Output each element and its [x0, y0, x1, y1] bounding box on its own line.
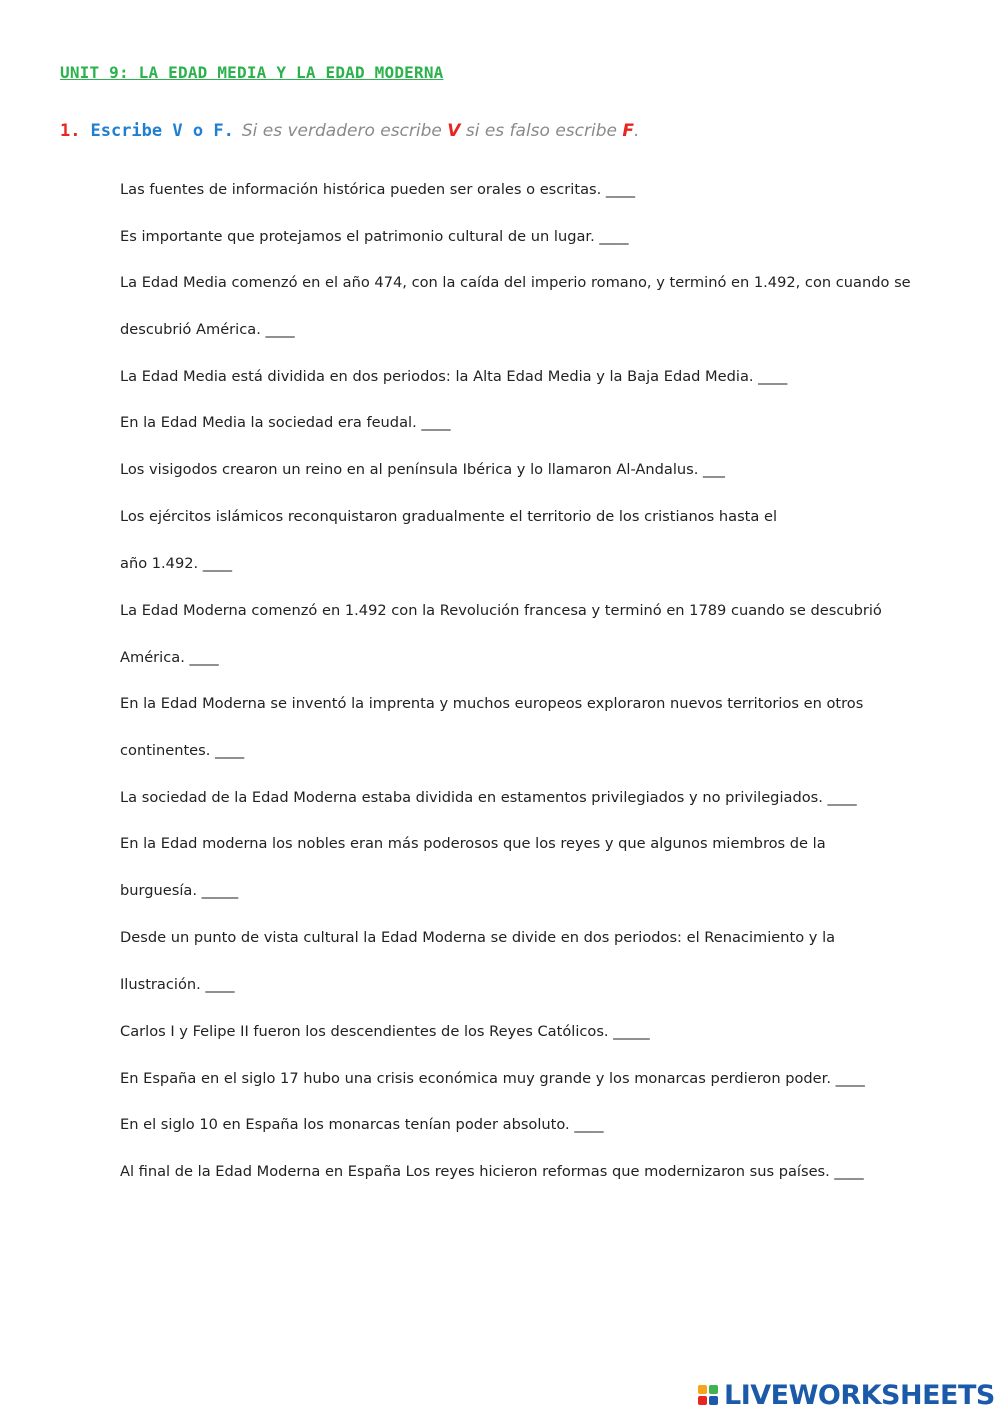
liveworksheets-logo-icon — [698, 1385, 718, 1405]
instruction-lead-1: Escribe — [90, 121, 173, 141]
instruction-lead — [90, 121, 233, 141]
instruction — [60, 121, 639, 141]
statement-line: Los visigodos crearon un reino en al península Ibérica y lo llamaron Al-Andalus. ___ — [120, 461, 725, 478]
statement-line: En España en el siglo 17 hubo una crisis económica muy grande y los monarcas perdieron poder. ____ — [120, 1070, 865, 1087]
instruction-v: V — [172, 121, 183, 141]
statement-line: descubrió América. ____ — [120, 321, 295, 338]
statement-line: año 1.492. ____ — [120, 555, 233, 572]
worksheet-title: UNIT 9: LA EDAD MEDIA Y LA EDAD MODERNA — [60, 63, 444, 82]
statement-line: Al final de la Edad Moderna en España Los reyes hicieron reformas que modernizaron sus países. ____ — [120, 1163, 864, 1180]
statement-line: Es importante que protejamos el patrimonio cultural de un lugar. ____ — [120, 228, 629, 245]
exercise-number: 1. — [60, 121, 81, 141]
statement-line: La sociedad de la Edad Moderna estaba dividida en estamentos privilegiados y no privilegiados. ____ — [120, 789, 857, 806]
statement-line: América. ____ — [120, 649, 219, 666]
note-3: . — [634, 121, 640, 141]
statement-line: burguesía. _____ — [120, 882, 239, 899]
logo-square — [709, 1396, 718, 1405]
liveworksheets-logo[interactable] — [698, 1380, 995, 1410]
logo-square — [698, 1385, 707, 1394]
instruction-note — [242, 121, 640, 141]
logo-text: LIVEWORKSHEETS — [724, 1379, 995, 1411]
logo-square — [698, 1396, 707, 1405]
statement-line: Desde un punto de vista cultural la Edad Moderna se divide en dos periodos: el Renacimiento y la — [120, 929, 836, 946]
statement-line: continentes. ____ — [120, 742, 245, 759]
statement-line: Los ejércitos islámicos reconquistaron gradualmente el territorio de los cristianos hasta el — [120, 508, 778, 525]
note-f: F — [622, 121, 635, 141]
logo-square — [709, 1385, 718, 1394]
statement-line: En el siglo 10 en España los monarcas tenían poder absoluto. ____ — [120, 1116, 604, 1133]
instruction-f: F — [213, 121, 224, 141]
statement-line: La Edad Media comenzó en el año 474, con la caída del imperio romano, y terminó en 1.492, con cuando se — [120, 274, 911, 291]
instruction-lead-2: o — [182, 121, 214, 141]
statement-line: La Edad Moderna comenzó en 1.492 con la Revolución francesa y terminó en 1789 cuando se descubrió — [120, 602, 882, 619]
statement-line: En la Edad moderna los nobles eran más poderosos que los reyes y que algunos miembros de la — [120, 835, 826, 852]
note-1: Si es verdadero escribe — [241, 121, 448, 141]
statement-line: En la Edad Media la sociedad era feudal. ____ — [120, 414, 451, 431]
statement-line: La Edad Media está dividida en dos periodos: la Alta Edad Media y la Baja Edad Media. ____ — [120, 368, 788, 385]
statement-line: Ilustración. ____ — [120, 976, 235, 993]
statement-line: Las fuentes de información histórica pueden ser orales o escritas. ____ — [120, 181, 636, 198]
statement-line: En la Edad Moderna se inventó la imprenta y muchos europeos exploraron nuevos territorios en otros — [120, 695, 864, 712]
instruction-lead-3: . — [223, 121, 234, 141]
statement-line: Carlos I y Felipe II fueron los descendientes de los Reyes Católicos. _____ — [120, 1023, 650, 1040]
note-v: V — [447, 121, 461, 141]
note-2: si es falso escribe — [460, 121, 623, 141]
